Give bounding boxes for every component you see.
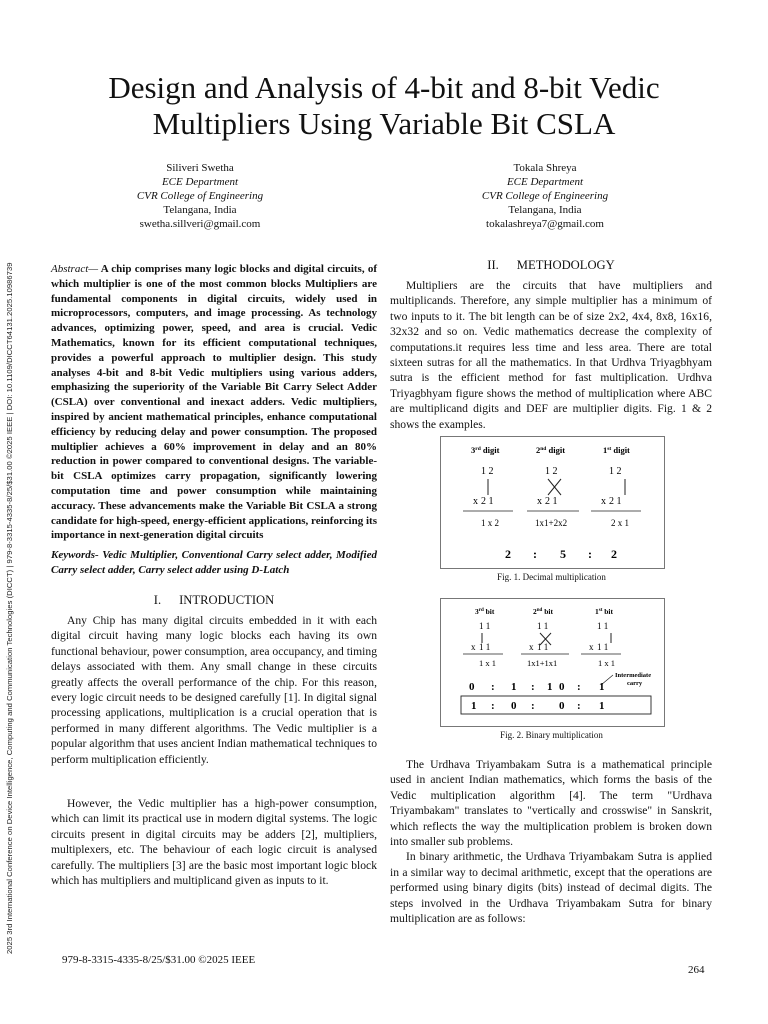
fig2-carry-digit: 0 xyxy=(469,681,475,693)
section-number: I. xyxy=(153,593,162,607)
fig1-result-digit: 2 xyxy=(611,547,617,561)
fig2-carry-sep: : xyxy=(531,681,535,693)
fig2-result-sep: : xyxy=(577,700,581,712)
fig1-top-digits: 1 2 xyxy=(609,466,622,477)
fig2-times: x xyxy=(589,642,594,652)
fig1-bottom-digits: 2 1 xyxy=(609,496,622,507)
methodology-paragraph-1: Multipliers are the circuits that have multipliers and multiplicands. Therefore, any simple multiplier has a minimum of two inputs to it. The bit length can be of size 2x2, 4x4, 8x8, 16x16, 32x32 and so on. Vedic mathematics decrease the complexity of computations.it requires less time and less area. There are total sixteen sutras for all the mathematics. In that Urdhva Triyagbhyam sutra is the efficient method for fast multiplication. Urdhva Triyagbhyam figure shows the method of multiplication where ABC are multiplicand digits and DEF are multiplier digits. Fig. 1 & 2 shows the examples. xyxy=(390,279,712,431)
author-dept: ECE Department xyxy=(161,176,239,188)
fig2-carry-sep: : xyxy=(491,681,495,693)
fig2-header-2: 2nd bit xyxy=(533,607,553,616)
section-title: METHODOLOGY xyxy=(516,258,615,272)
fig2-carry-digit: 1 xyxy=(511,681,517,693)
intro-paragraph-1: Any Chip has many digital circuits embedded in it with each digital circuit having many logic blocks each having its own functional behaviour, power consumption, area occupancy, and timing delays associated with them. Any small change in these circuits greatly affects the overall performance of the chip. For this reason, every logic circuit needs to be designed carefully [1]. In digital signal processing applications, multiplication is a crucial operation that is performed in many different algorithms. The Vedic multiplier is a popular algorithm that uses ancient Indian mathematical techniques to perform multiplication efficiently. xyxy=(51,614,377,766)
fig1-times: x xyxy=(601,496,606,507)
fig2-top-bits: 1 1 xyxy=(597,621,609,631)
author-college: CVR College of Engineering xyxy=(136,190,264,202)
fig1-result-sep: : xyxy=(588,547,592,561)
fig2-result-sep: : xyxy=(491,700,495,712)
section-heading-methodology xyxy=(390,258,712,273)
intro-paragraph-2: However, the Vedic multiplier has a high-power consumption, which can limit its practical use in modern digital systems. The logic circuits present in digital circuits may be adders [2], multipliers, multiplexers, etc. The behaviour of each logic circuit is analysed carefully. The multipliers [3] are the basic most important logic block which has multipliers and multiplicand given as inputs to it. xyxy=(51,797,377,888)
fig1-header-1: 1st digit xyxy=(603,445,630,455)
fig1-bottom-digits: 2 1 xyxy=(545,496,558,507)
author-email: swetha.sillveri@gmail.com xyxy=(139,218,261,230)
fig2-carry-digit: 0 xyxy=(559,681,565,693)
fig2-top-bits: 1 1 xyxy=(537,621,549,631)
methodology-paragraph-3: In binary arithmetic, the Urdhava Triyambakam Sutra is applied in a similar way to decimal arithmetic, except that the operations are performed using binary digits (bits) instead of decimal digits. The steps involved in the Urdhava Triyambakam Sutra for binary multiplication are as follows: xyxy=(390,850,712,926)
figure-decimal-multiplication xyxy=(440,436,665,569)
fig1-times: x xyxy=(537,496,542,507)
fig1-diagram xyxy=(441,437,664,568)
abstract-lead: Abstract— xyxy=(51,263,99,275)
keywords: Keywords- Vedic Multiplier, Conventional Carry select adder, Modified Carry select adder, Carry select adder using D-Latch xyxy=(51,549,377,576)
fig2-carry-digit: 1 xyxy=(599,681,605,693)
fig2-top-bits: 1 1 xyxy=(479,621,491,631)
fig2-result-sep: : xyxy=(531,700,535,712)
author-block-2 xyxy=(430,161,660,231)
fig2-result-digit: 1 xyxy=(471,700,477,712)
fig2-result-digit: 1 xyxy=(599,700,605,712)
fig2-product-1: 1 x 1 xyxy=(598,658,615,668)
fig2-header-3: 3rd bit xyxy=(475,607,495,616)
fig2-bottom-bits: 1 1 xyxy=(537,642,549,652)
fig2-result-box xyxy=(461,696,651,714)
author-location: Telangana, India xyxy=(163,204,237,216)
fig2-diagram xyxy=(441,599,664,726)
fig2-bottom-bits: 1 1 xyxy=(479,642,491,652)
author-location: Telangana, India xyxy=(508,204,582,216)
figure-binary-multiplication xyxy=(440,598,665,727)
paper-title: Design and Analysis of 4-bit and 8-bit Vedic Multipliers Using Variable Bit CSLA xyxy=(108,70,660,141)
fig2-result-digit: 0 xyxy=(511,700,517,712)
author-block-1 xyxy=(100,161,300,231)
methodology-paragraph-2: The Urdhava Triyambakam Sutra is a mathematical principle used in ancient Indian mathematics, which forms the basis of the Vedic multiplication algorithm [4]. The term "Urdhava Triyambakam" translates to "vertically and crosswise" in Sanskrit, which reflects the way the multiplication problem is broken down into smaller sub problems. xyxy=(390,758,712,849)
fig1-caption: Fig. 1. Decimal multiplication xyxy=(497,572,606,582)
fig1-result-digit: 2 xyxy=(505,547,511,561)
fig1-result-digit: 5 xyxy=(560,547,566,561)
abstract xyxy=(51,262,377,543)
fig1-result-sep: : xyxy=(533,547,537,561)
author-name: Tokala Shreya xyxy=(513,162,577,174)
section-title: INTRODUCTION xyxy=(179,593,275,607)
fig2-caption: Fig. 2. Binary multiplication xyxy=(500,730,603,740)
page-number: 264 xyxy=(688,964,705,976)
fig1-product-1: 2 x 1 xyxy=(611,518,629,528)
copyright-footer: 979-8-3315-4335-8/25/$31.00 ©2025 IEEE xyxy=(62,954,256,966)
fig2-product-2: 1x1+1x1 xyxy=(527,658,558,668)
fig2-times: x xyxy=(471,642,476,652)
fig1-bottom-digits: 2 1 xyxy=(481,496,494,507)
fig2-header-1: 1st bit xyxy=(595,607,614,616)
abstract-text: A chip comprises many logic blocks and digital circuits, of which multiplier is one of the most common blocks Multipliers are fundamental components in digital circuits, widely used in microprocessors, computers, and image processing. As technology advances, optimizing power, speed, and area is crucial. Vedic Mathematics, known for its efficient computational techniques, provides a powerful approach to multiplier design. This study analyses 4-bit and 8-bit Vedic multipliers using various adders, emphasizing the superiority of the Variable Bit Carry Select Adder (CSLA) over conventional and inexact adders. Vedic multipliers, inspired by ancient mathematical principles, enhance computational efficiency by reducing delay and power consumption. The proposed multiplier achieves a 60% improvement in delay and an 80% reduction in power compared to conventional designs. The variable-bit CSLA optimizes carry propagation, significantly lowering computation time and power consumption while maintaining accuracy. These advancements make the Variable Bit CSLA a strong candidate for high-speed, energy-efficient applications, reinforcing its importance in next-generation digital circuits xyxy=(51,263,377,542)
methodology-continued xyxy=(390,757,712,926)
section-heading-introduction xyxy=(51,593,377,608)
fig1-product-2: 1x1+2x2 xyxy=(535,518,568,528)
side-doi-stamp xyxy=(3,94,17,954)
fig1-times: x xyxy=(473,496,478,507)
side-doi-text: 2025 3rd International Conference on Device Intelligence, Computing and Communication Technologies (DICCT) | 979-8-3315-4335-8/25/$31.00 ©2025 IEEE | DOI: 10.1109/DICCT64131.2025.10986739 xyxy=(5,262,14,954)
fig2-carry-label: carry xyxy=(627,680,643,687)
fig2-times: x xyxy=(529,642,534,652)
fig1-top-digits: 1 2 xyxy=(545,466,558,477)
fig2-product-3: 1 x 1 xyxy=(479,658,496,668)
author-email: tokalashreya7@gmail.com xyxy=(486,218,604,230)
author-name: Siliveri Swetha xyxy=(166,162,234,174)
fig2-carry-sep: : xyxy=(577,681,581,693)
fig1-header-3: 3rd digit xyxy=(471,445,500,455)
fig2-bottom-bits: 1 1 xyxy=(597,642,609,652)
fig2-result-digit: 0 xyxy=(559,700,565,712)
fig1-top-digits: 1 2 xyxy=(481,466,494,477)
fig2-carry-digit: 1 xyxy=(547,681,553,693)
fig1-header-2: 2nd digit xyxy=(536,445,566,455)
section-number: II. xyxy=(487,258,499,272)
author-college: CVR College of Engineering xyxy=(481,190,609,202)
author-dept: ECE Department xyxy=(506,176,584,188)
fig2-carry-label: Intermediate xyxy=(615,672,652,679)
fig1-product-3: 1 x 2 xyxy=(481,518,499,528)
